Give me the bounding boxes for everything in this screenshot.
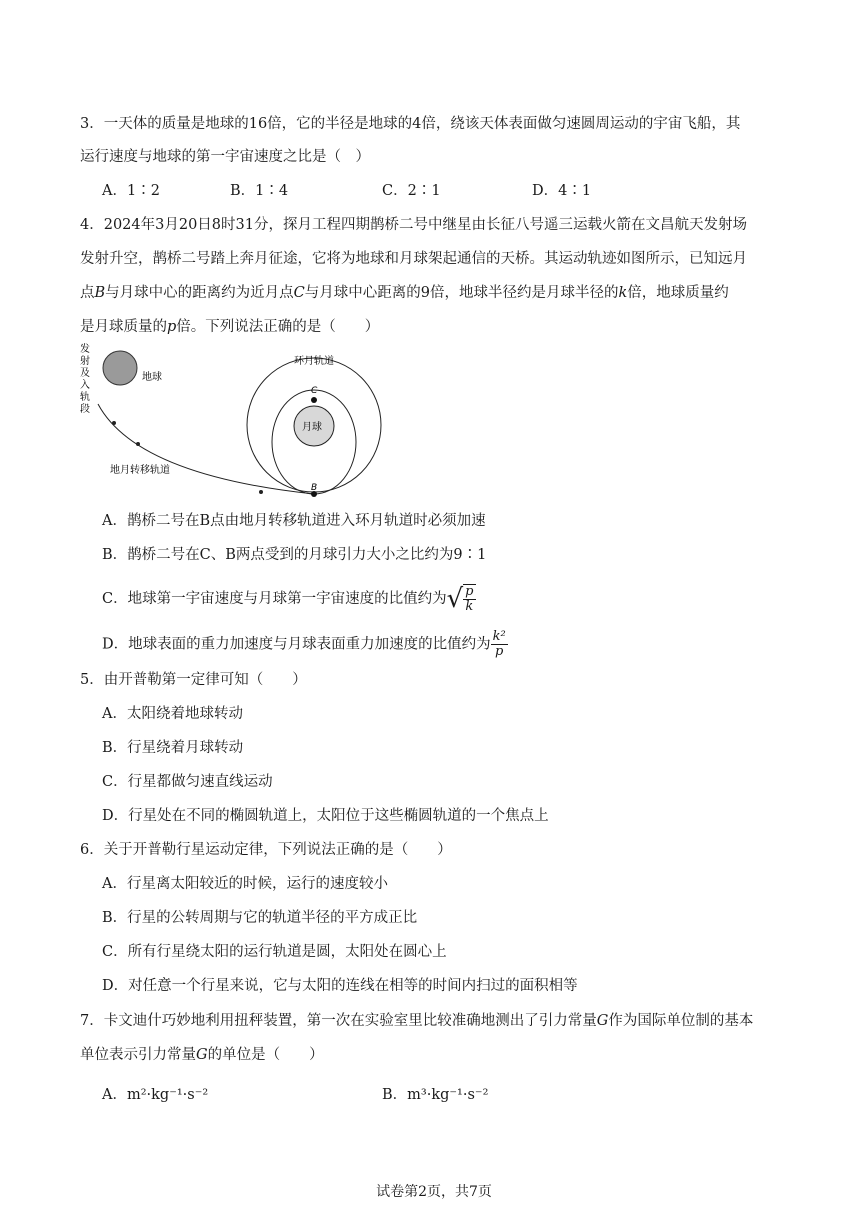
q4-option-b[interactable]: B．鹊桥二号在C、B两点受到的月球引力大小之比约为9∶1 [102,547,487,563]
q4-stem-line3 [80,283,729,303]
fraction-denominator: k [465,599,474,614]
q6-option-a[interactable]: A．行星离太阳较近的时候，运行的速度较小 [102,876,388,892]
q4-text: 倍。下列说法正确的是（ ） [176,319,380,335]
q4-text: 是月球质量的 [80,319,167,335]
page-footer: 试卷第2页，共7页 [376,1184,492,1200]
transfer-orbit-path [98,404,314,494]
launch-label-char: 及 [80,368,90,379]
sqrt-expression [447,584,476,614]
q5-option-b[interactable]: B．行星绕着月球转动 [102,740,244,756]
q7-stem-line2 [80,1045,324,1065]
q3-option-b[interactable]: B．1∶4 [230,183,289,199]
q4-option-c-text: C．地球第一宇宙速度与月球第一宇宙速度的比值约为 [102,591,447,607]
q5-option-c[interactable]: C．行星都做匀速直线运动 [102,774,273,790]
q4-var-b: B [94,285,106,301]
earth-circle [103,351,137,385]
q5-option-d[interactable]: D．行星处在不同的椭圆轨道上，太阳位于这些椭圆轨道的一个焦点上 [102,808,549,824]
q4-text: 点 [80,285,95,301]
moon-label: 月球 [302,422,322,433]
q4-option-c[interactable] [102,584,476,614]
q7-stem-line1 [80,1011,753,1031]
orbit-diagram [76,340,396,510]
q4-option-d-text: D．地球表面的重力加速度与月球表面重力加速度的比值约为 [102,636,491,653]
q4-stem-line2: 发射升空，鹊桥二号踏上奔月征途，它将为地球和月球架起通信的天桥。其运动轨迹如图所示，已知远月 [80,251,747,267]
q3-stem-line2: 运行速度与地球的第一宇宙速度之比是（ ） [80,149,370,165]
q4-option-d[interactable] [102,630,508,659]
q6-option-b[interactable]: B．行星的公转周期与它的轨道半径的平方成正比 [102,910,418,926]
q6-option-d[interactable]: D．对任意一个行星来说，它与太阳的连线在相等的时间内扫过的面积相等 [102,978,578,994]
q7-text: 单位表示引力常量 [80,1047,196,1063]
transfer-point [112,421,116,425]
q7-text: 作为国际单位制的基本 [608,1013,754,1029]
point-b-label: B [311,483,318,493]
q4-stem-line1: 4．2024年3月20日8时31分，探月工程四期鹊桥二号中继星由长征八号遥三运载火箭在文昌航天发射场 [80,217,747,233]
q7-text: 7．卡文迪什巧妙地利用扭秤装置，第一次在实验室里比较准确地测出了引力常量 [80,1013,597,1029]
earth-label: 地球 [142,372,162,383]
q3-options [0,181,868,201]
point-c-label: C [311,386,318,396]
q5-stem: 5．由开普勒第一定律可知（ ） [80,672,307,688]
q6-option-c[interactable]: C．所有行星绕太阳的运行轨道是圆，太阳处在圆心上 [102,944,447,960]
q4-text: 与月球中心的距离约为近月点 [105,285,294,301]
q7-var-g: G [196,1047,208,1063]
q7-option-b[interactable]: B．m³·kg⁻¹·s⁻² [382,1087,489,1103]
q4-stem-line4 [80,317,379,337]
q7-text: 的单位是（ ） [207,1047,324,1063]
q7-var-g: G [596,1013,609,1029]
q4-var-k: k [618,285,628,301]
q4-text: 与月球中心距离的9倍，地球半径约是月球半径的 [304,285,619,301]
q3-option-d[interactable]: D．4∶1 [532,183,592,199]
fraction-denominator: p [495,644,504,659]
radical-sign: √ [446,584,464,614]
q3-option-c[interactable]: C．2∶1 [382,183,441,199]
q4-var-p: p [167,319,177,335]
lunar-orbit-label: 环月轨道 [294,356,334,367]
q5-option-a[interactable]: A．太阳绕着地球转动 [102,706,243,722]
q6-stem: 6．关于开普勒行星运动定律，下列说法正确的是（ ） [80,842,452,858]
transfer-orbit-label: 地月转移轨道 [110,465,170,476]
fraction-numerator: k² [492,629,506,644]
transfer-point [259,490,263,494]
launch-label-char: 轨 [80,392,90,403]
transfer-point [136,442,140,446]
q4-option-a[interactable]: A．鹊桥二号在B点由地月转移轨道进入环月轨道时必须加速 [102,513,486,529]
q7-options [0,1085,868,1105]
launch-label-char: 射 [80,356,90,367]
fraction [491,630,508,659]
q4-var-c: C [293,285,305,301]
launch-label-char: 发 [80,344,90,355]
launch-label-char: 段 [80,404,90,415]
q7-option-a[interactable]: A．m²·kg⁻¹·s⁻² [102,1087,209,1103]
q3-option-a[interactable]: A．1∶2 [102,183,160,199]
q3-stem-line1: 3．一天体的质量是地球的16倍，它的半径是地球的4倍，绕该天体表面做匀速圆周运动的宇宙飞船，其 [80,116,741,132]
point-c-marker [311,397,317,403]
q4-text: 倍，地球质量约 [627,285,729,301]
fraction-numerator: p [465,584,474,599]
launch-label-char: 入 [80,380,90,391]
